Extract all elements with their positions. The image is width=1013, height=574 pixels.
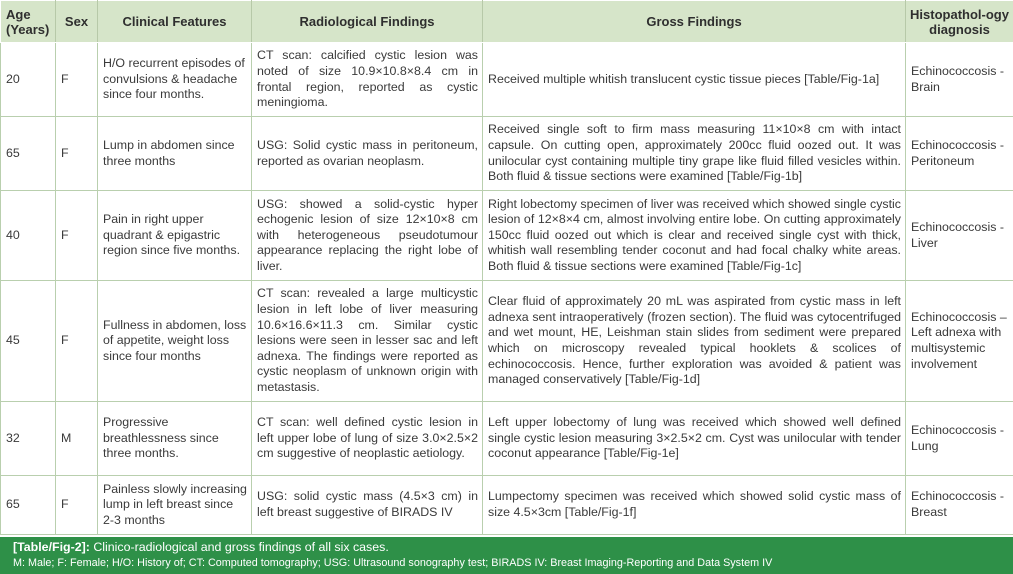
- cell-age: 65: [1, 117, 56, 191]
- cell-sex: F: [56, 476, 98, 535]
- cell-age: 65: [1, 476, 56, 535]
- cell-gross: Right lobectomy specimen of liver was received which showed single cystic lesion of 12×8×4 cm, almost involving entire lobe. On cutting approximately 150cc fluid oozed out which is clear and received single cyst with thick, whitish wall resembling tender coconut and had focal chalky white areas. Both fluid & tissue sections were examined [Table/Fig-1c]: [483, 191, 906, 281]
- cell-gross: Left upper lobectomy of lung was received which showed well defined single cystic lesion measuring 3×2.5×2 cm. Cyst was unilocular with tender coconut appearance [Table/Fig-1e]: [483, 402, 906, 476]
- cell-gross: Received multiple whitish translucent cystic tissue pieces [Table/Fig-1a]: [483, 43, 906, 117]
- cell-histo: Echinococcosis -Brain: [906, 43, 1013, 117]
- cell-clinical: Fullness in abdomen, loss of appetite, weight loss since four months: [98, 281, 252, 402]
- cell-histo: Echinococcosis –Left adnexa with multisystemic involvement: [906, 281, 1013, 402]
- table-row: [1, 117, 1013, 191]
- cell-sex: F: [56, 191, 98, 281]
- header-histopathology-diagnosis: Histopathol-ogy diagnosis: [906, 1, 1013, 43]
- cell-age: 40: [1, 191, 56, 281]
- header-clinical-features: Clinical Features: [98, 1, 252, 43]
- caption-title-line: [13, 539, 1000, 556]
- header-radiological-findings: Radiological Findings: [252, 1, 483, 43]
- header-gross-findings: Gross Findings: [483, 1, 906, 43]
- table-row: [1, 402, 1013, 476]
- cell-histo: Echinococcosis -Lung: [906, 402, 1013, 476]
- cell-histo: Echinococcosis -Peritoneum: [906, 117, 1013, 191]
- cell-age: 20: [1, 43, 56, 117]
- cell-clinical: H/O recurrent episodes of convulsions & headache since four months.: [98, 43, 252, 117]
- table-row: [1, 476, 1013, 535]
- header-sex: Sex: [56, 1, 98, 43]
- cell-clinical: Painless slowly increasing lump in left breast since 2-3 months: [98, 476, 252, 535]
- cell-sex: F: [56, 43, 98, 117]
- cell-radiological: CT scan: calcified cystic lesion was noted of size 10.9×10.8×8.4 cm in frontal region, reported as cystic meningioma.: [252, 43, 483, 117]
- cell-sex: M: [56, 402, 98, 476]
- caption-title: Clinico-radiological and gross findings of all six cases.: [93, 540, 389, 554]
- cell-radiological: CT scan: well defined cystic lesion in left upper lobe of lung of size 3.0×2.5×2 cm suggestive of neoplastic aetiology.: [252, 402, 483, 476]
- cell-sex: F: [56, 281, 98, 402]
- cell-radiological: USG: Solid cystic mass in peritoneum, reported as ovarian neoplasm.: [252, 117, 483, 191]
- cell-histo: Echinococcosis -Liver: [906, 191, 1013, 281]
- table-row: [1, 43, 1013, 117]
- table-caption: [0, 537, 1013, 574]
- cell-radiological: USG: solid cystic mass (4.5×3 cm) in left breast suggestive of BIRADS IV: [252, 476, 483, 535]
- cell-clinical: Lump in abdomen since three months: [98, 117, 252, 191]
- caption-ref: [Table/Fig-2]:: [13, 540, 90, 554]
- cell-radiological: CT scan: revealed a large multicystic lesion in left lobe of liver measuring 10.6×16.6×11.3 cm. Similar cystic lesions were seen in lesser sac and left adnexa. The findings were reported as cystic neoplasm of unknown origin with metastasis.: [252, 281, 483, 402]
- cell-radiological: USG: showed a solid-cystic hyper echogenic lesion of size 12×10×8 cm with heterogeneous pseudotumour appearance replacing the right lobe of liver.: [252, 191, 483, 281]
- cell-clinical: Pain in right upper quadrant & epigastric region since five months.: [98, 191, 252, 281]
- cell-clinical: Progressive breathlessness since three months.: [98, 402, 252, 476]
- cell-gross: Lumpectomy specimen was received which showed solid cystic mass of size 4.5×3cm [Table/Fig-1f]: [483, 476, 906, 535]
- header-row: [1, 1, 1013, 43]
- table-row: [1, 191, 1013, 281]
- table-row: [1, 281, 1013, 402]
- cell-sex: F: [56, 117, 98, 191]
- cell-gross: Clear fluid of approximately 20 mL was aspirated from cystic mass in left adnexa sent intraoperatively (frozen section). The fluid was cytocentrifuged and wet mount, HE, Leishman stain slides from sediment were prepared which on microscopy revealed typical hooklets & scolices of echinococcosis. Hence, further exploration was avoided & patient was managed conservatively [Table/Fig-1d]: [483, 281, 906, 402]
- caption-abbreviations: M: Male; F: Female; H/O: History of; CT: Computed tomography; USG: Ultrasound sonography test; BIRADS IV: Breast Imaging-Reporting and Data System IV: [13, 557, 773, 569]
- cell-age: 32: [1, 402, 56, 476]
- cell-age: 45: [1, 281, 56, 402]
- header-age: Age (Years): [1, 1, 56, 43]
- cell-histo: Echinococcosis -Breast: [906, 476, 1013, 535]
- cell-gross: Received single soft to firm mass measuring 11×10×8 cm with intact capsule. On cutting open, approximately 200cc fluid oozed out. It was unilocular cyst containing multiple tiny grape like fluid filled vesicles within. Both fluid & tissue sections were examined [Table/Fig-1b]: [483, 117, 906, 191]
